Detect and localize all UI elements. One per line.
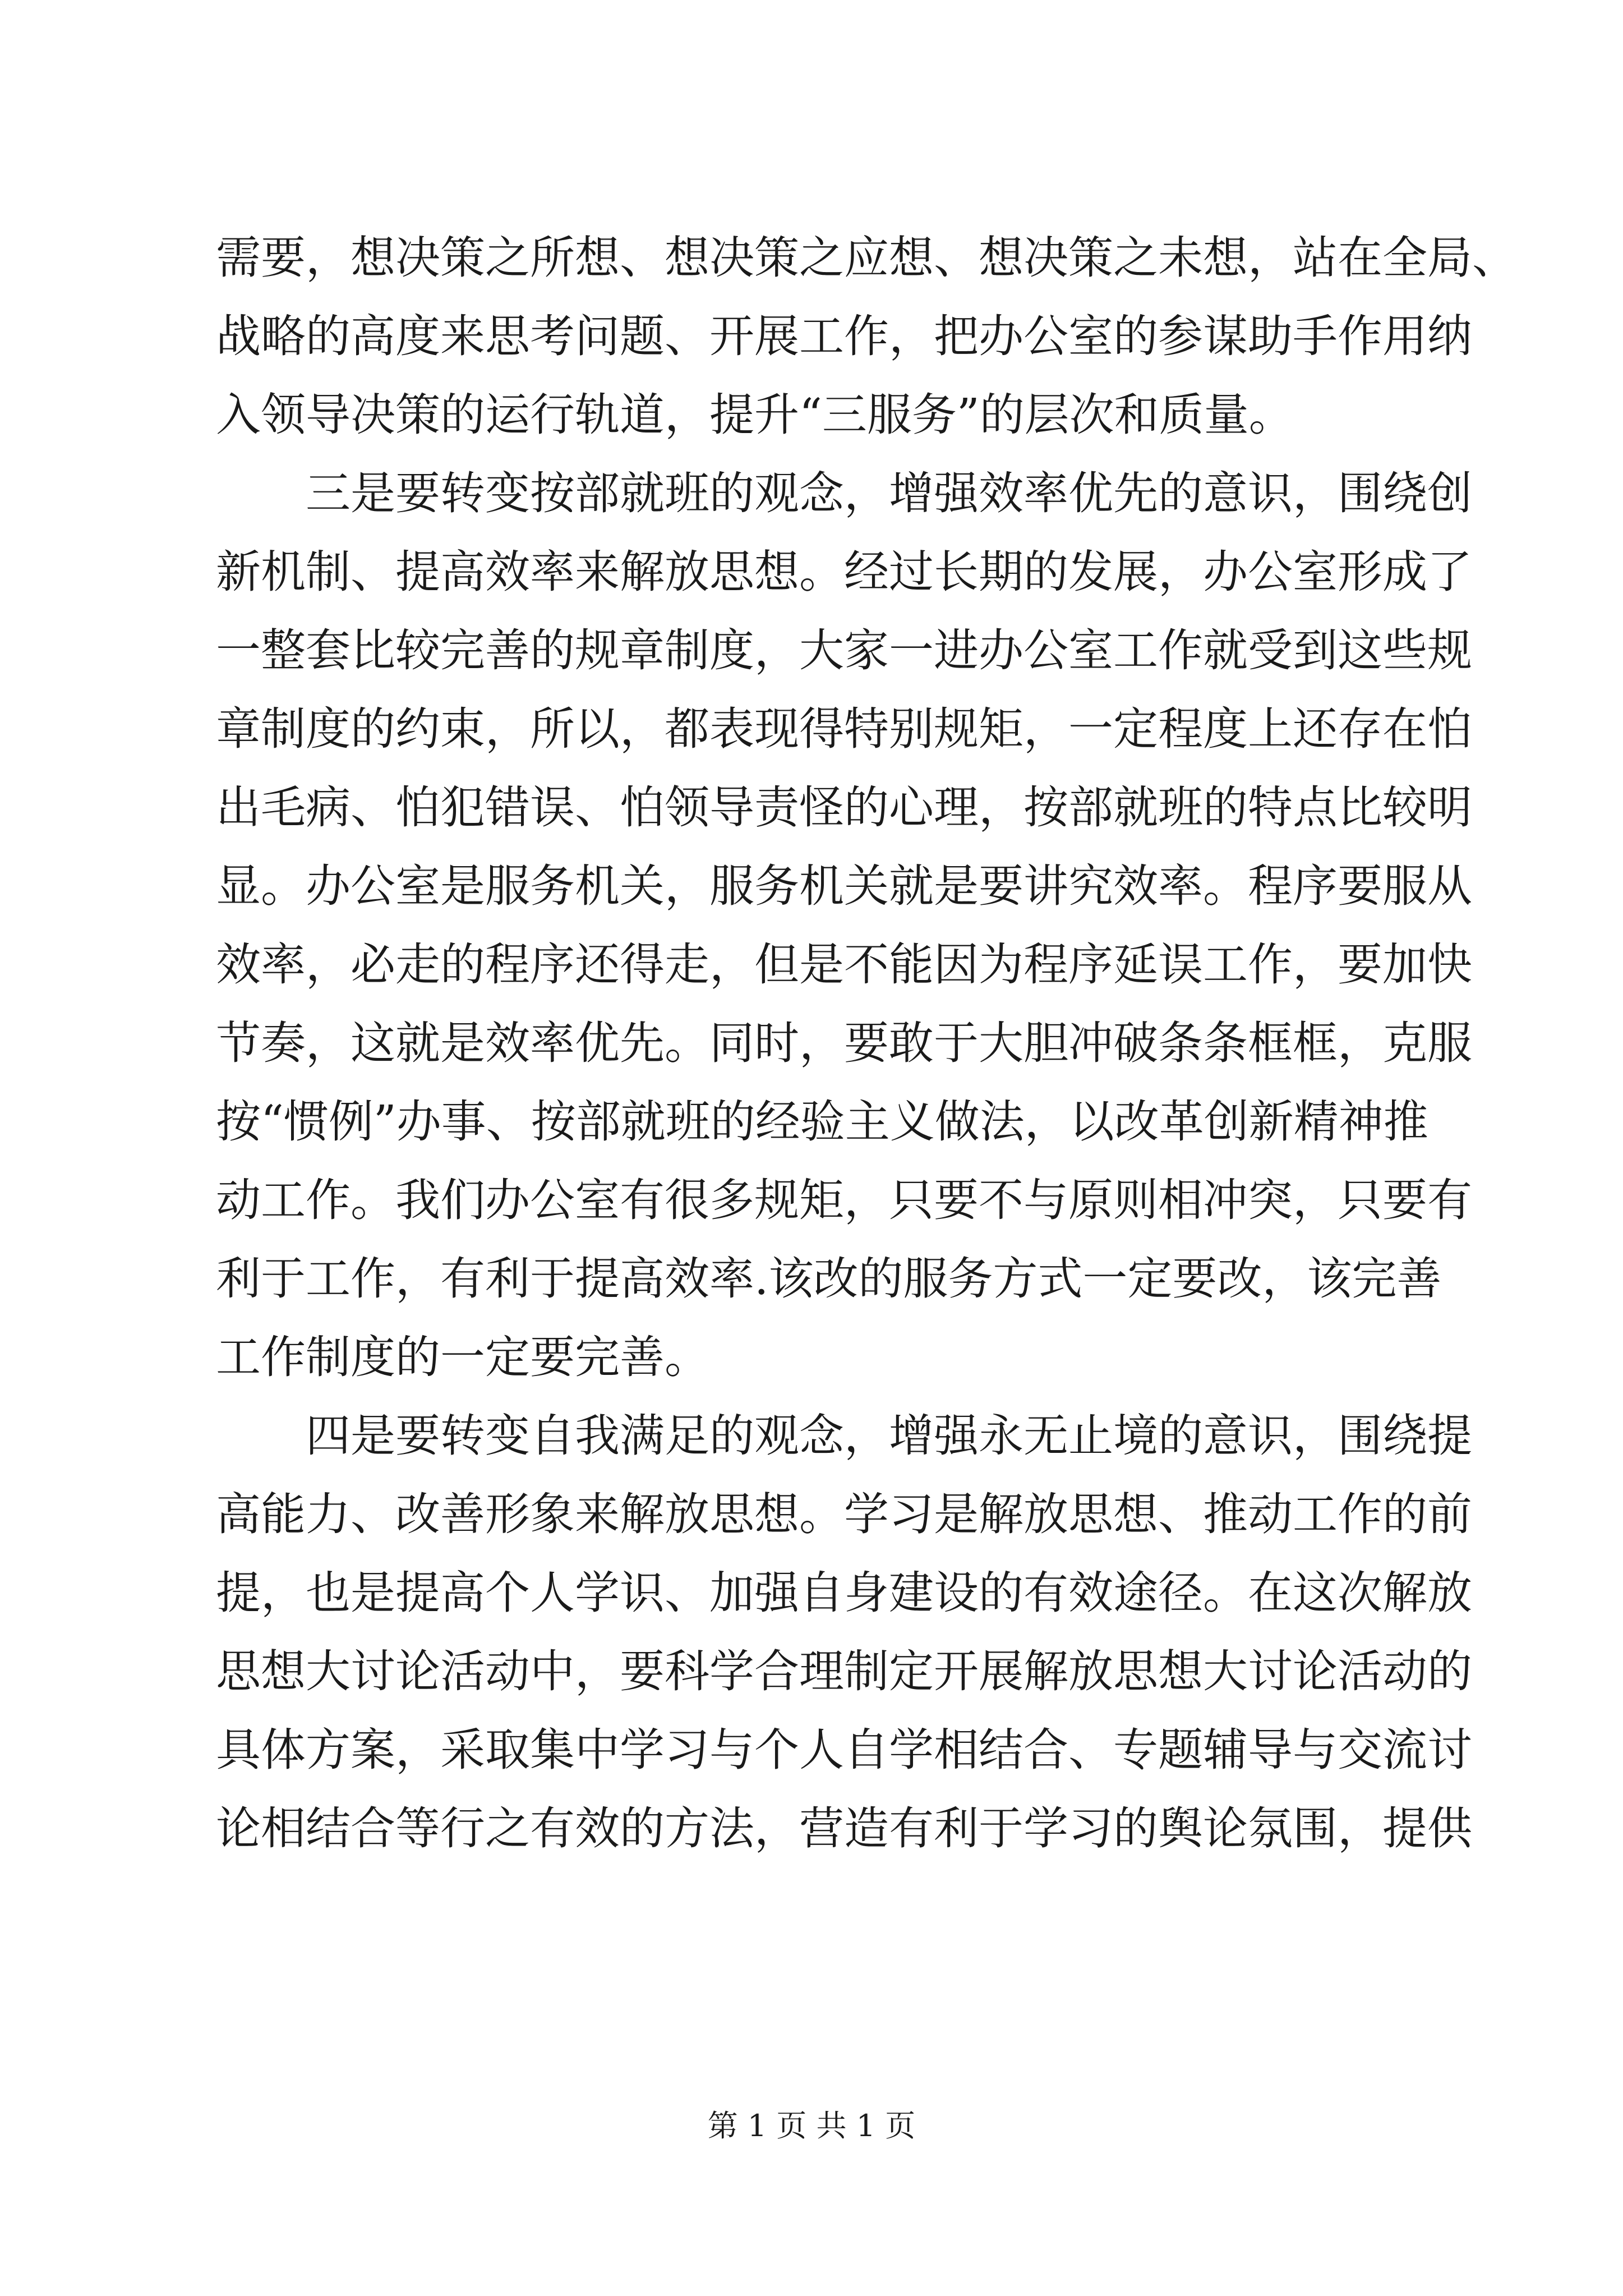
text-line: 章制度的约束，所以，都表现得特别规矩，一定程度上还存在怕 <box>216 703 1472 755</box>
text-line: 思想大讨论活动中，要科学合理制定开展解放思想大讨论活动的 <box>216 1645 1472 1697</box>
text-line: 论相结合等行之有效的方法，营造有利于学习的舆论氛围，提供 <box>216 1802 1472 1855</box>
text-line: 动工作。我们办公室有很多规矩，只要不与原则相冲突，只要有 <box>216 1174 1472 1226</box>
text-line: 新机制、提高效率来解放思想。经过长期的发展，办公室形成了 <box>216 546 1472 598</box>
text-line: 需要，想决策之所想、想决策之应想、想决策之未想，站在全局、 <box>216 232 1517 284</box>
text-line: 三是要转变按部就班的观念，增强效率优先的意识，围绕创 <box>216 467 1472 519</box>
text-line: 一整套比较完善的规章制度，大家一进办公室工作就受到这些规 <box>216 624 1472 677</box>
text-line: 利于工作，有利于提高效率.该改的服务方式一定要改，该完善 <box>216 1253 1442 1305</box>
text-line: 出毛病、怕犯错误、怕领导责怪的心理，按部就班的特点比较明 <box>216 781 1472 834</box>
text-line: 节奏，这就是效率优先。同时，要敢于大胆冲破条条框框，克服 <box>216 1017 1472 1069</box>
text-line: 工作制度的一定要完善。 <box>216 1331 709 1383</box>
body-text <box>216 219 1517 1868</box>
text-line: 入领导决策的运行轨道，提升“三服务”的层次和质量。 <box>216 389 1294 441</box>
text-line: 效率，必走的程序还得走，但是不能因为程序延误工作，要加快 <box>216 938 1472 991</box>
text-line: 显。办公室是服务机关，服务机关就是要讲究效率。程序要服从 <box>216 860 1472 912</box>
text-line: 按“惯例”办事、按部就班的经验主义做法，以改革创新精神推 <box>216 1096 1428 1148</box>
page-footer: 第 1 页 共 1 页 <box>707 2108 916 2143</box>
text-line: 提，也是提高个人学识、加强自身建设的有效途径。在这次解放 <box>216 1567 1472 1619</box>
text-line: 高能力、改善形象来解放思想。学习是解放思想、推动工作的前 <box>216 1488 1472 1540</box>
text-line: 战略的高度来思考问题、开展工作，把办公室的参谋助手作用纳 <box>216 310 1472 362</box>
text-line: 具体方案，采取集中学习与个人自学相结合、专题辅导与交流讨 <box>216 1724 1472 1776</box>
text-line: 四是要转变自我满足的观念，增强永无止境的意识，围绕提 <box>216 1410 1472 1462</box>
